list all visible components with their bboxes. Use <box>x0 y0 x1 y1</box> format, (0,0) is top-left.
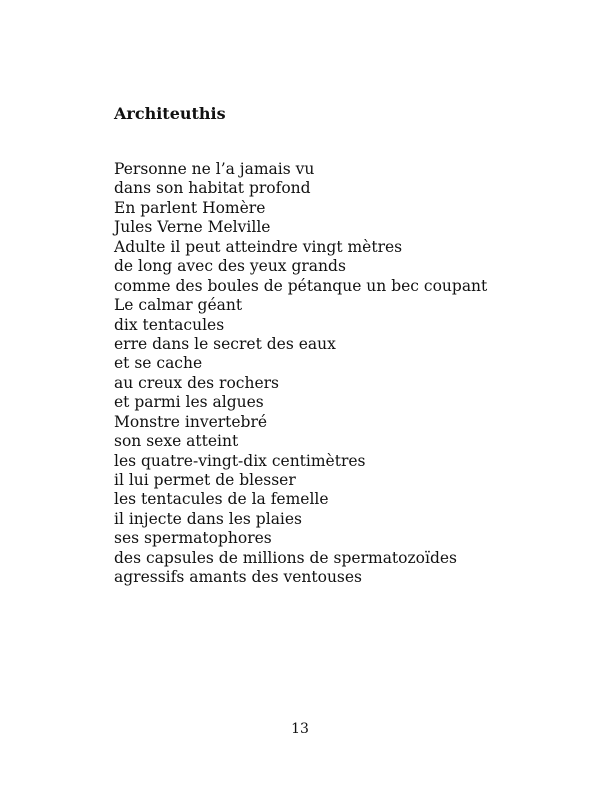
poem-line: il injecte dans les plaies <box>114 509 303 528</box>
poem-line: Personne ne l’a jamais vu <box>114 160 315 178</box>
poem-line: Le calmar géant <box>114 296 243 315</box>
poem-body <box>114 160 487 588</box>
poem-line: erre dans le secret des eaux <box>114 334 336 353</box>
poem-line: il lui permet de blesser <box>114 471 296 489</box>
poem-line: les tentacules de la femelle <box>114 490 329 509</box>
poem-line: de long avec des yeux grands <box>114 257 346 276</box>
poem-line: son sexe atteint <box>114 432 239 451</box>
poem-line: comme des boules de pétanque un bec coupant <box>114 276 488 295</box>
poem-line: au creux des rochers <box>114 373 279 392</box>
page-number: 13 <box>291 721 309 737</box>
poem-line: les quatre-vingt-dix centimètres <box>114 451 366 470</box>
poem-title: Architeuthis <box>114 104 226 123</box>
poem-line: agressifs amants des ventouses <box>114 568 363 587</box>
poem-line: ses spermatophores <box>114 529 272 548</box>
poem-line: Jules Verne Melville <box>114 218 271 237</box>
poem-line: et se cache <box>114 354 203 373</box>
poem-line: dans son habitat profond <box>114 179 311 198</box>
poem-line: Adulte il peut atteindre vingt mètres <box>114 237 403 256</box>
poem-line: et parmi les algues <box>114 393 264 412</box>
poem-line: des capsules de millions de spermatozoïdes <box>114 548 457 567</box>
poem-line: Monstre invertebré <box>114 412 268 431</box>
poem-line: En parlent Homère <box>114 198 266 217</box>
poem-line: dix tentacules <box>114 315 225 334</box>
